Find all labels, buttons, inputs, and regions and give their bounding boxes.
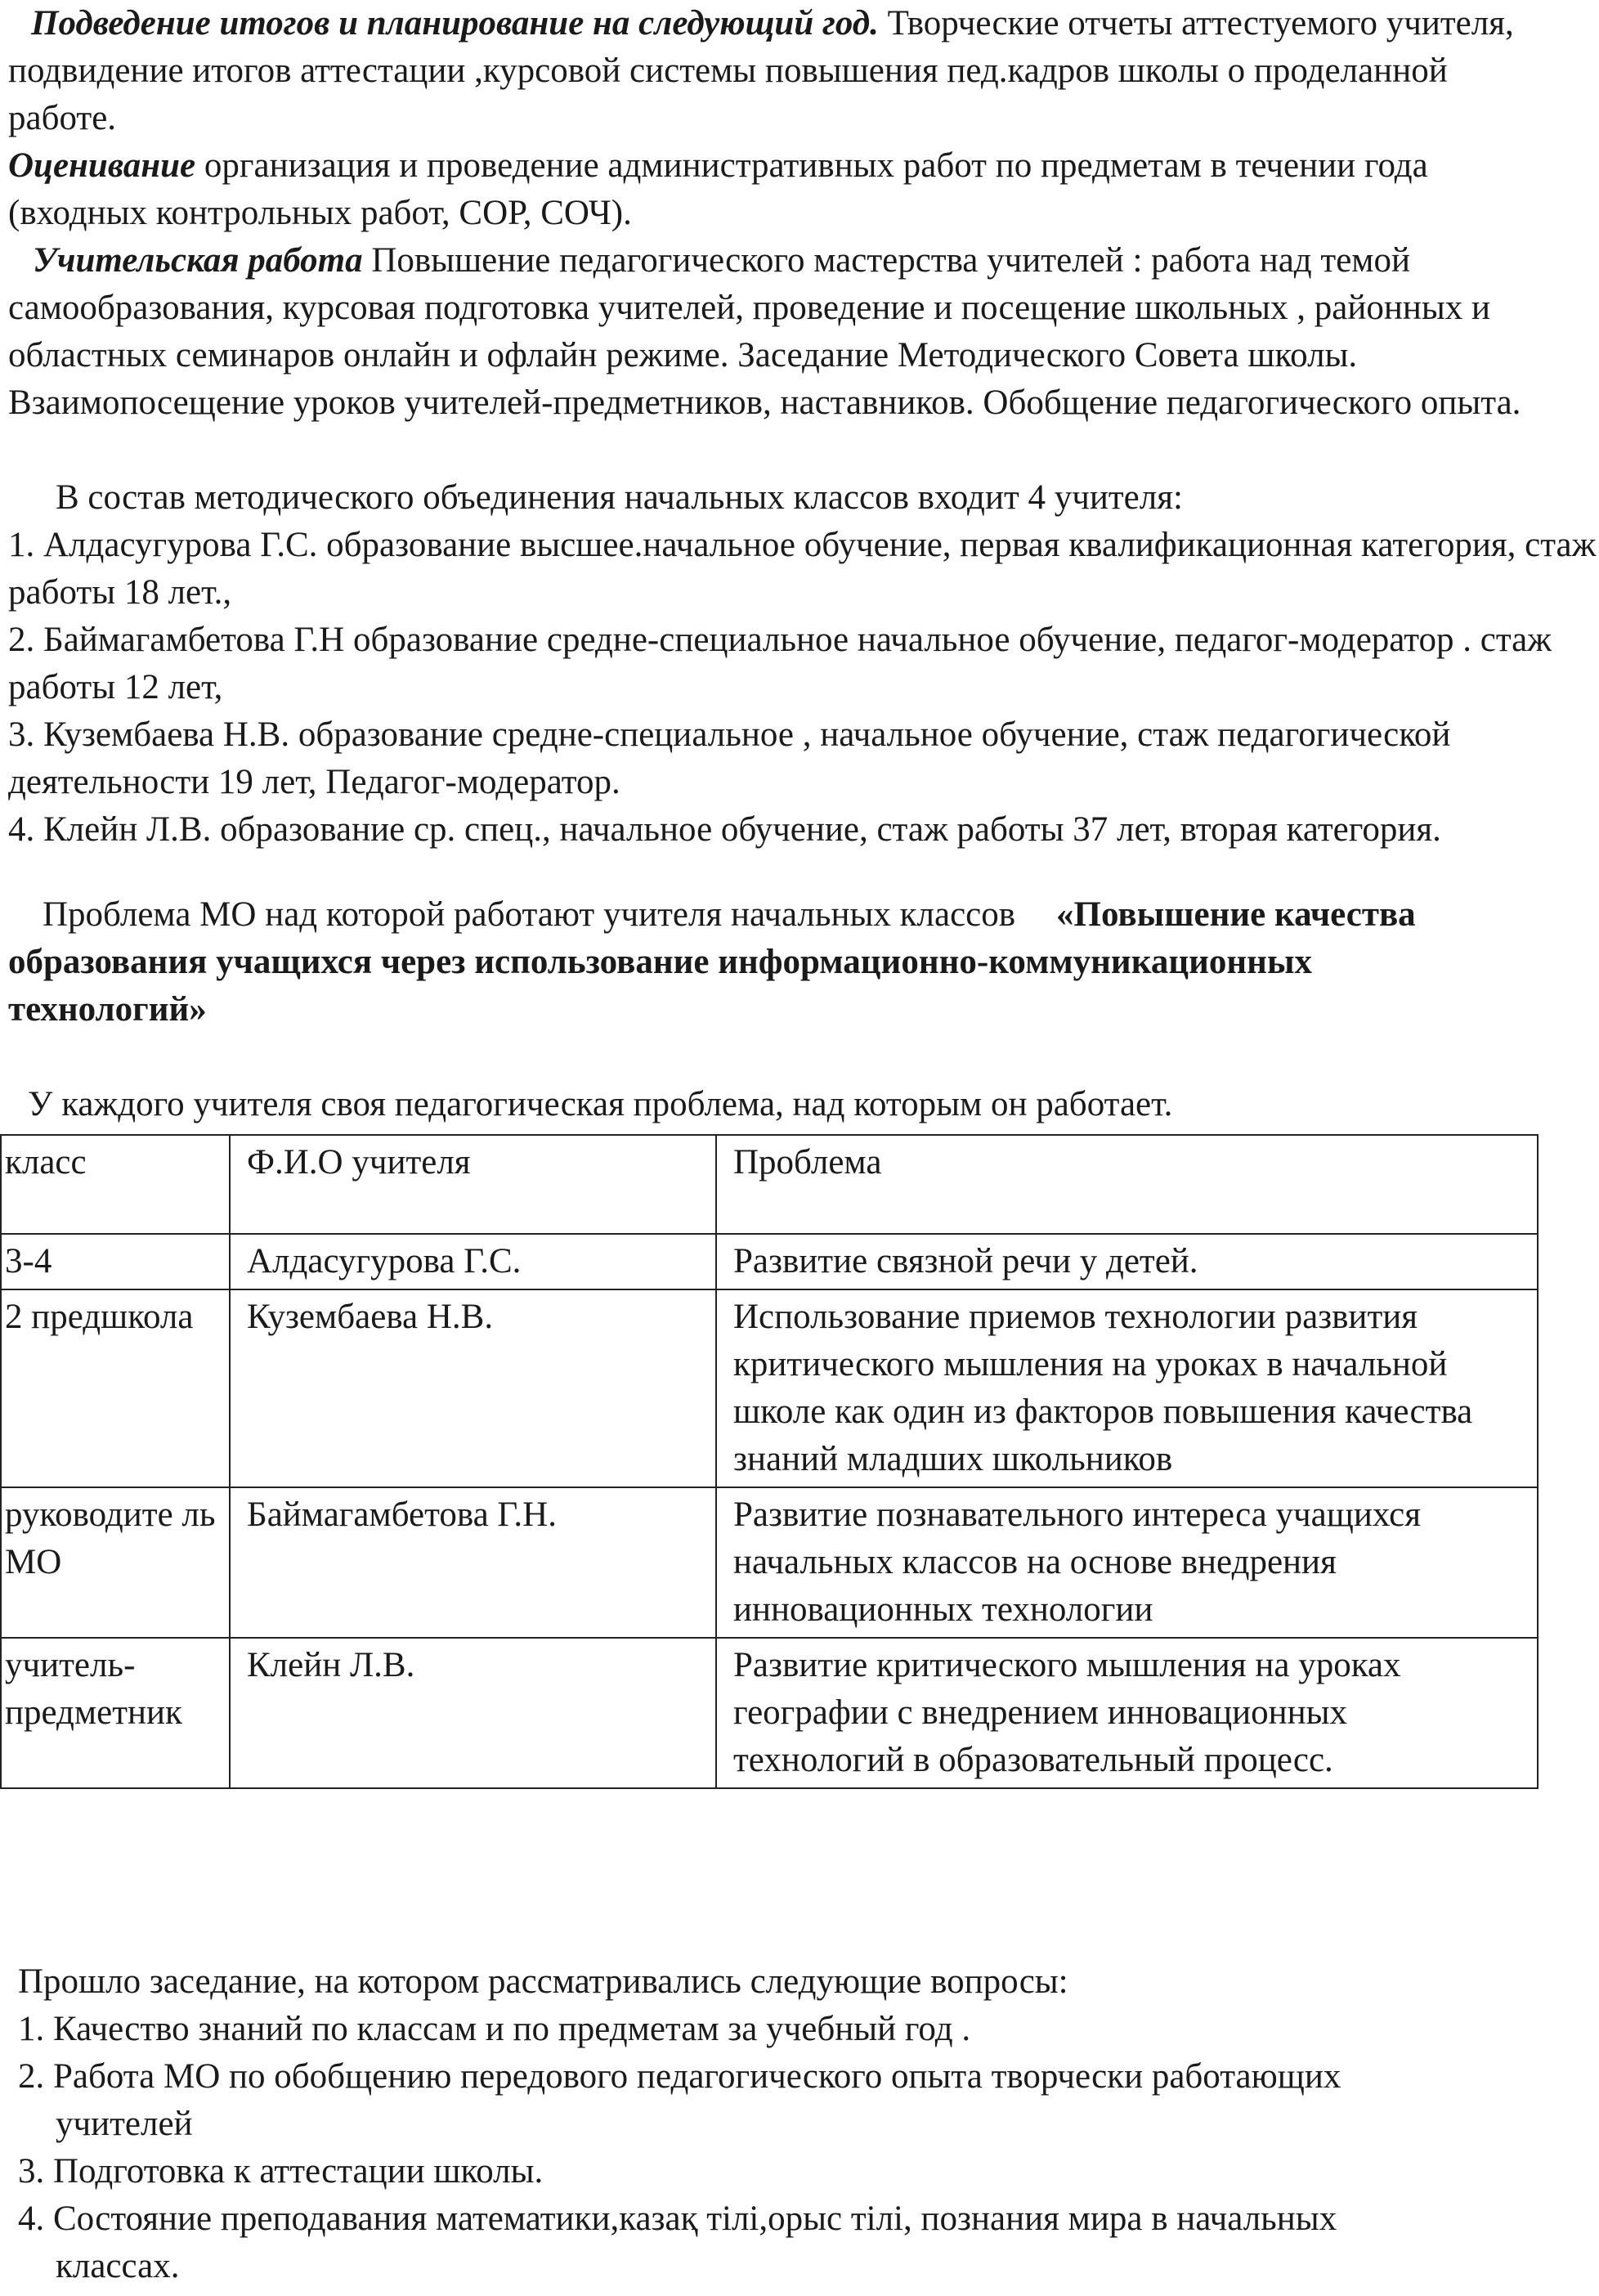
text-assessment: организация и проведение административных работ по предметам в течении года (входных контрольных работ, СОР, СОЧ). bbox=[8, 146, 1428, 232]
problem-lead: Проблема МО над которой работают учителя начальных классов bbox=[43, 895, 1016, 934]
cell-class: 2 предшкола bbox=[1, 1289, 230, 1487]
cell-name: Баймагамбетова Г.Н. bbox=[230, 1487, 716, 1638]
cell-name: Кузембаева Н.В. bbox=[230, 1289, 716, 1487]
header-cell-problem: Проблема bbox=[716, 1135, 1538, 1234]
header-cell-class: класс bbox=[1, 1135, 230, 1234]
table-row bbox=[1, 1487, 1538, 1638]
meeting-lead: Прошло заседание, на котором рассматривались следующие вопросы: bbox=[18, 1962, 1068, 2001]
header-cell-name: Ф.И.О учителя bbox=[230, 1135, 716, 1234]
cell-name: Алдасугурова Г.С. bbox=[230, 1234, 716, 1289]
list-item: 2. Баймагамбетова Г.Н образование средне-специальное начальное обучение, педагог-модератор . стаж работы 12 лет, bbox=[8, 621, 1552, 706]
table-intro: У каждого учителя своя педагогическая проблема, над которым он работает. bbox=[28, 1085, 1173, 1123]
list-item: 1. Качество знаний по классам и по предметам за учебный год . bbox=[18, 2010, 971, 2048]
text-teacher-work: Повышение педагогического мастерства учителей : работа над темой самообразования, курсовая подготовка учителей, проведение и посещение школьных , районных и областных семинаров онлайн и офлайн режиме. Заседание Методического Совета школы. Взаимопосещение уроков учителей-предметников, наставников. Обобщение педагогического опыта. bbox=[8, 241, 1521, 422]
list-item: 1. Алдасугурова Г.С. образование высшее.начальное обучение, первая квалификационная категория, стаж работы 18 лет., bbox=[8, 526, 1597, 612]
table-header-row bbox=[1, 1135, 1538, 1234]
text-summary: Творческие отчеты аттестуемого учителя, подвидение итогов аттестации ,курсовой системы повышения пед.кадров школы о проделанной работе. bbox=[8, 4, 1514, 137]
list-item: 3. Кузембаева Н.В. образование средне-специальное , начальное обучение, стаж педагогической деятельности 19 лет, Педагог-модератор. bbox=[8, 715, 1451, 801]
cell-problem: Развитие критического мышления на уроках географии с внедрением инновационных технологий в образовательный процесс. bbox=[716, 1638, 1538, 1788]
heading-summary: Подведение итогов и планирование на следующий год. bbox=[31, 4, 879, 43]
list-item: 2. Работа МО по обобщению передового педагогического опыта творчески работающих учителей bbox=[18, 2057, 1341, 2143]
cell-name: Клейн Л.В. bbox=[230, 1638, 716, 1788]
paragraph-summary bbox=[8, 0, 1545, 142]
cell-problem: Использование приемов технологии развития критического мышления на уроках в начальной школе как один из факторов повышения качества знаний младших школьников bbox=[716, 1289, 1538, 1487]
table-row bbox=[1, 1638, 1538, 1788]
list-item: 4. Состояние преподавания математики,казақ тілі,орыс тілі, познания мира в начальных классах. bbox=[18, 2200, 1337, 2285]
meeting-list bbox=[18, 2006, 1408, 2290]
staff-lead: В состав методического объединения начальных классов входит 4 учителя: bbox=[56, 478, 1183, 517]
paragraph-problem bbox=[8, 891, 1512, 1034]
staff-list bbox=[8, 522, 1599, 854]
cell-class: учитель-предметник bbox=[1, 1638, 230, 1788]
heading-teacher-work: Учительская работа bbox=[33, 241, 363, 280]
cell-problem: Развитие познавательного интереса учащихся начальных классов на основе внедрения инновационных технологии bbox=[716, 1487, 1538, 1638]
teachers-table bbox=[0, 1134, 1539, 1789]
cell-problem: Развитие связной речи у детей. bbox=[716, 1234, 1538, 1289]
paragraph-teacher-work bbox=[8, 237, 1553, 427]
problem-title: «Повышение качества образования учащихся через использование информационно-коммуникационных технологий» bbox=[8, 895, 1416, 1029]
table-row bbox=[1, 1234, 1538, 1289]
list-item: 3. Подготовка к аттестации школы. bbox=[18, 2152, 544, 2191]
table-row bbox=[1, 1289, 1538, 1487]
cell-class: руководите ль МО bbox=[1, 1487, 230, 1638]
paragraph-assessment bbox=[8, 142, 1545, 237]
heading-assessment: Оценивание bbox=[8, 146, 196, 185]
cell-class: 3-4 bbox=[1, 1234, 230, 1289]
list-item: 4. Клейн Л.В. образование ср. спец., начальное обучение, стаж работы 37 лет, вторая категория. bbox=[8, 810, 1441, 849]
